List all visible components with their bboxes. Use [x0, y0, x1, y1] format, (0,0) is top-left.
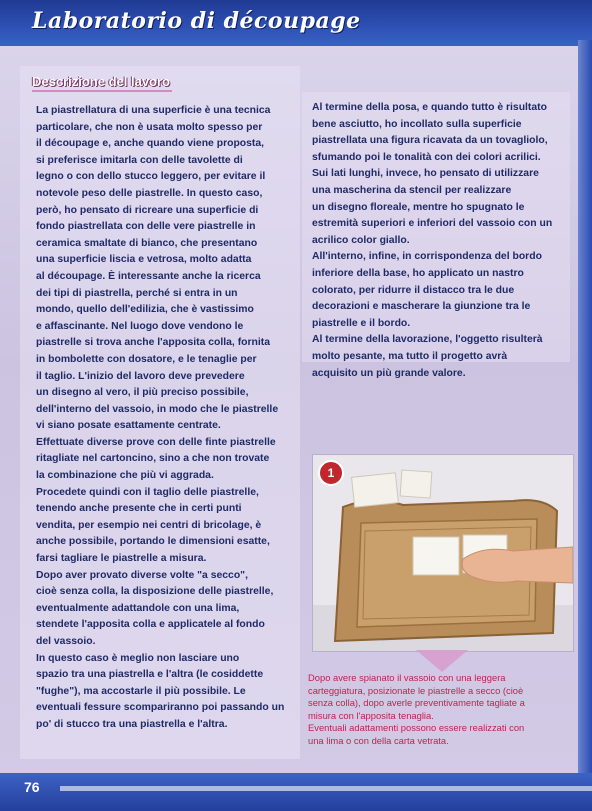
tray-illustration: [313, 455, 573, 651]
right-column-text: Al termine della posa, e quando tutto è risultato bene asciutto, ho incollato sulla superficie piastrellata una figura ricavata da un tovagliolo, sfumando poi le tonalità con dei colori acrilici. Sui lati lunghi, invece, ho pensato di utilizzare una mascherina da stencil per realizzare un disegno floreale, mentre ho spugnato le estremità superiori e inferiori del vassoio con un acrilico color giallo. All'interno, infine, in corrispondenza del bordo inferiore della base, ho applicato un nastro colorato, per ridurre il distacco tra le due decorazioni e mascherare la giunzione tra le piastrelle e il bordo. Al termine della lavorazione, l'oggetto risulterà molto pesante, ma tutto il progetto avrà acquisito un più grande valore.: [312, 102, 553, 379]
header-band: [0, 0, 592, 46]
caption-arrow-icon: [416, 650, 468, 672]
photo-caption: [308, 672, 572, 748]
caption-text: Dopo avere spianato il vassoio con una leggera carteggiatura, posizionate le piastrelle a secco (cioè senza colla), dopo averle preventivamente tagliate a misura con l'apposita tenaglia. Eventuali adattamenti possono essere realizzati con una lima o con della carta vetrata.: [308, 672, 525, 746]
footer-line: [60, 786, 592, 791]
page-title: Laboratorio di découpage: [32, 8, 361, 34]
section-title: Descrizione del lavoro: [32, 74, 170, 89]
right-decorative-strip: [578, 40, 592, 775]
left-column: [36, 103, 298, 734]
section-title-underline: [32, 90, 172, 92]
step-number-badge: 1: [318, 460, 344, 486]
step-photo: [312, 454, 574, 652]
footer-band: [0, 773, 592, 811]
left-column-text: La piastrellatura di una superficie è una tecnica particolare, che non è usata molto spesso per il découpage e, anche quando viene proposta, si preferisce imitarla con delle tavolette di legno o con dello stucco leggero, per evitare il notevole peso delle piastrelle. In questo caso, però, ho pensato di ricreare una superficie di fondo piastrellata con delle vere piastrelle in ceramica smaltate di bianco, che presentano una superficie liscia e vetrosa, molto adatta al découpage. È interessante anche la ricerca dei tipi di piastrella, perché si entra in un mondo, quello dell'edilizia, che è vastissimo e affascinante. Nel luogo dove vendono le piastrelle si trova anche l'apposita colla, fornita in bombolette con dosatore, e le tenaglie per il taglio. L'inizio del lavoro deve prevedere un disegno al vero, il più preciso possibile, dell'interno del vassoio, in modo che le piastrelle vi siano posate esattamente centrate. Effettuate diverse prove con delle finte piastrelle ritagliate nel cartoncino, sino a che non trovate la combinazione che più vi aggrada. Procedete quindi con il taglio delle piastrelle, tenendo anche presente che in certi punti vendita, per esempio nei centri di bricolage, è anche possibile, portando le dimensioni esatte, farsi tagliare le piastrelle a misura. Dopo aver provato diverse volte "a secco", cioè senza colla, la disposizione delle piastrelle, eventualmente adattandole con una lima, stendete l'apposita colla e applicatele al fondo del vassoio. In questo caso è meglio non lasciare uno spazio tra una piastrella e l'altra (le cosiddette "fughe"), ma accostarle il più possibile. Le eventuali fessure scompariranno poi passando un po' di stucco tra una piastrella e l'altra.: [36, 105, 285, 730]
page-number: 76: [24, 779, 40, 795]
right-column: [312, 100, 574, 382]
